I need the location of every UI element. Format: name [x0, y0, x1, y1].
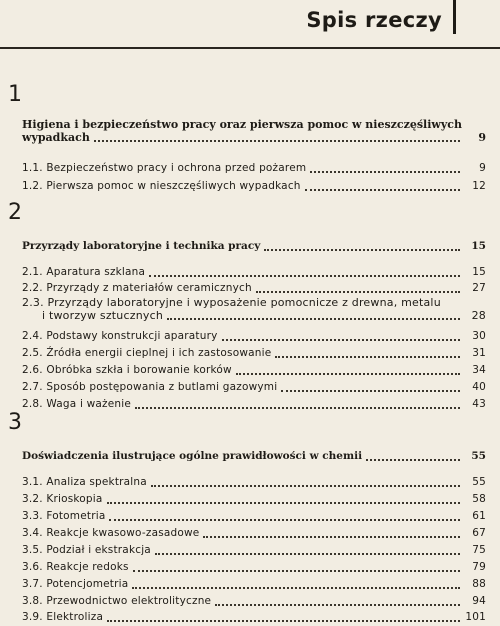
toc-entry	[0, 278, 486, 295]
page-number: 67	[472, 527, 486, 539]
dot-leader	[151, 484, 460, 487]
toc-entry	[0, 326, 486, 343]
entry-title: Przyrządy laboratoryjne i technika pracy	[22, 240, 261, 252]
toc-entry	[0, 158, 486, 175]
dot-leader	[215, 603, 460, 606]
toc-entry	[0, 176, 486, 193]
entry-title: 2.1. Aparatura szklana	[22, 266, 146, 278]
page-number: 34	[472, 364, 486, 376]
toc-entry	[0, 540, 486, 557]
entry-title: 2.6. Obróbka szkła i borowanie korków	[22, 364, 232, 376]
page-number: 30	[472, 330, 486, 342]
dot-leader	[135, 406, 460, 409]
page-number: 28	[471, 309, 486, 322]
chapter-number: 3	[8, 410, 22, 435]
entry-title: 1.2. Pierwsza pomoc w nieszczęśliwych wypadkach	[22, 180, 301, 192]
title-rule	[0, 47, 500, 49]
toc-entry	[0, 591, 486, 608]
page-number: 15	[472, 266, 486, 278]
dot-leader	[310, 170, 460, 173]
dot-leader	[203, 535, 460, 538]
page-number: 55	[471, 450, 486, 462]
dot-leader	[109, 518, 460, 521]
dot-leader	[305, 188, 460, 191]
page-number: 75	[472, 544, 486, 556]
chapter-heading	[0, 118, 486, 144]
toc-entry	[0, 377, 486, 394]
page-number: 79	[472, 561, 486, 573]
page-number: 58	[472, 493, 486, 505]
toc-entry	[0, 607, 486, 624]
entry-title: 3.9. Elektroliza	[22, 611, 104, 623]
title-bar-divider	[453, 0, 456, 34]
entry-title: 3.7. Potencjometria	[22, 578, 129, 590]
page-number: 43	[472, 398, 486, 410]
dot-leader	[222, 338, 460, 341]
entry-title: Doświadczenia ilustrujące ogólne prawidłowości w chemii	[22, 450, 363, 462]
page-number: 15	[471, 240, 486, 252]
chapter-number: 2	[8, 200, 22, 225]
entry-title: 3.8. Przewodnictwo elektrolityczne	[22, 595, 212, 607]
page-number: 55	[472, 476, 486, 488]
entry-title: 3.4. Reakcje kwasowo-zasadowe	[22, 527, 200, 539]
dot-leader	[149, 274, 460, 277]
page-number: 9	[479, 162, 486, 174]
toc-entry	[0, 506, 486, 523]
toc-entry	[0, 523, 486, 540]
page-number: 101	[465, 611, 486, 623]
chapter-heading-line: wypadkach	[22, 131, 90, 144]
dot-leader	[281, 389, 460, 392]
chapter-heading	[0, 236, 486, 253]
page-number: 94	[472, 595, 486, 607]
entry-title: 3.5. Podział i ekstrakcja	[22, 544, 151, 556]
entry-title: 2.7. Sposób postępowania z butlami gazowymi	[22, 381, 278, 393]
page-number: 31	[472, 347, 486, 359]
entry-title: 2.4. Podstawy konstrukcji aparatury	[22, 330, 218, 342]
entry-title: 3.6. Reakcje redoks	[22, 561, 129, 573]
dot-leader	[366, 458, 460, 461]
toc-entry	[0, 360, 486, 377]
page-number: 9	[478, 131, 486, 144]
page-title: Spis rzeczy	[306, 8, 442, 32]
toc-entry	[0, 394, 486, 411]
dot-leader	[167, 317, 460, 320]
entry-title: i tworzyw sztucznych	[42, 309, 164, 322]
entry-title: 2.3. Przyrządy laboratoryjne i wyposażenie pomocnicze z drewna, metalu	[22, 296, 441, 309]
toc-entry	[0, 489, 486, 506]
entry-title: 2.5. Źródła energii cieplnej i ich zastosowanie	[22, 347, 272, 359]
toc-entry	[0, 557, 486, 574]
toc-entry	[0, 343, 486, 360]
toc-entry	[0, 296, 486, 322]
entry-title: 3.3. Fotometria	[22, 510, 106, 522]
dot-leader	[236, 372, 460, 375]
dot-leader	[155, 552, 460, 555]
entry-title: 1.1. Bezpieczeństwo pracy i ochrona przed pożarem	[22, 162, 307, 174]
page-number: 12	[472, 180, 486, 192]
chapter-number: 1	[8, 82, 22, 107]
dot-leader	[107, 501, 460, 504]
page-number: 27	[472, 282, 486, 294]
toc-entry	[0, 472, 486, 489]
dot-leader	[94, 139, 460, 142]
page-number: 40	[472, 381, 486, 393]
entry-title: 2.2. Przyrządy z materiałów ceramicznych	[22, 282, 252, 294]
dot-leader	[275, 355, 460, 358]
chapter-heading	[0, 446, 486, 463]
entry-title: 3.1. Analiza spektralna	[22, 476, 147, 488]
dot-leader	[107, 619, 460, 622]
dot-leader	[133, 569, 460, 572]
toc-entry	[0, 574, 486, 591]
toc-entry	[0, 262, 486, 279]
page-number: 88	[472, 578, 486, 590]
dot-leader	[256, 290, 460, 293]
entry-title: 3.2. Krioskopia	[22, 493, 103, 505]
chapter-heading-line: Higiena i bezpieczeństwo pracy oraz pierwsza pomoc w nieszczęśliwych	[22, 118, 462, 131]
dot-leader	[264, 248, 460, 251]
entry-title: 2.8. Waga i ważenie	[22, 398, 132, 410]
page-number: 61	[472, 510, 486, 522]
dot-leader	[132, 586, 460, 589]
